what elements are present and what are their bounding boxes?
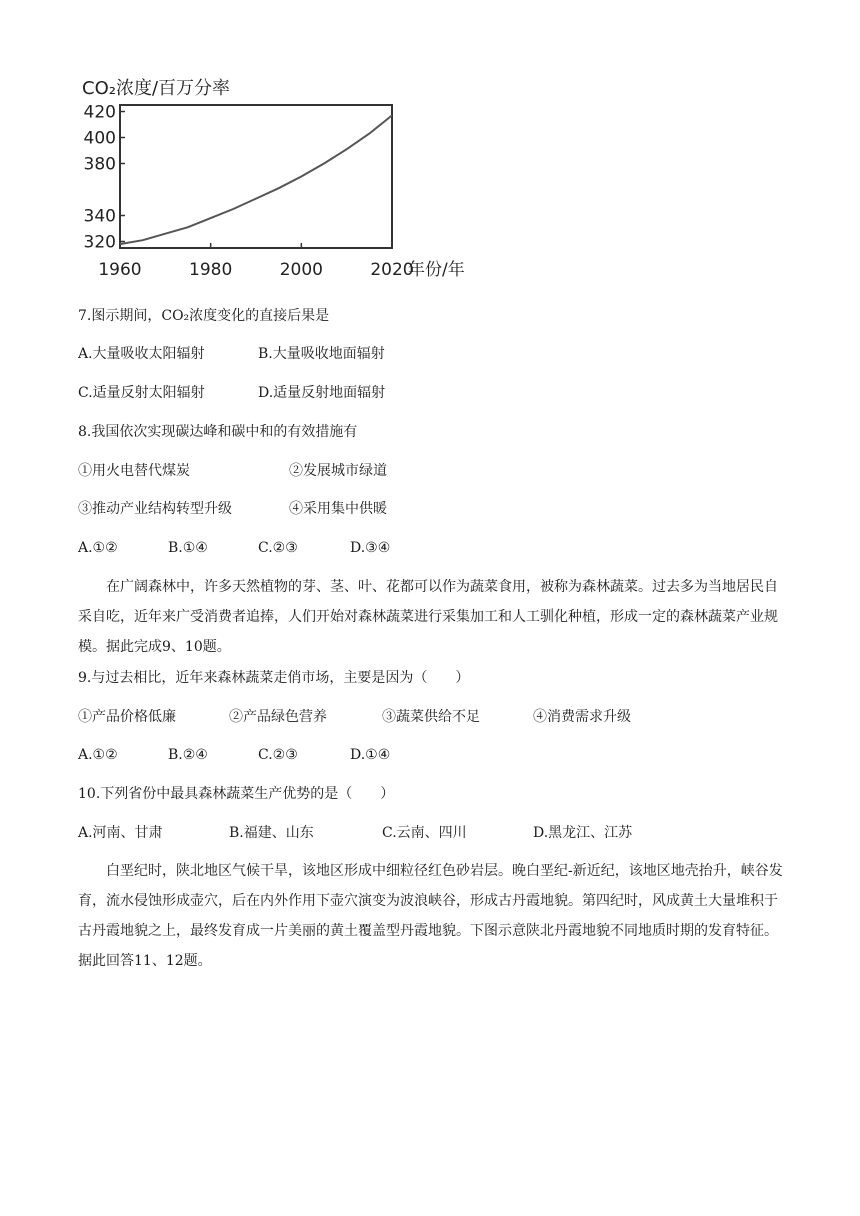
q9-option-c: C.②③: [258, 747, 298, 763]
x-axis-label: 年份/年: [408, 260, 465, 280]
q9-stem: 9.与过去相比，近年来森林蔬菜走俏市场，主要是因为（ ）: [78, 670, 470, 686]
q10-option-d: D.黑龙江、江苏: [533, 825, 633, 841]
q9-option-a: A.①②: [78, 747, 118, 763]
q10-option-c: C.云南、四川: [382, 825, 467, 841]
q7-option-d: D.适量反射地面辐射: [258, 385, 386, 401]
q10-stem: 10.下列省份中最具森林蔬菜生产优势的是（ ）: [78, 786, 395, 802]
co2-line-chart-svg: [78, 70, 498, 285]
q8-option-d: D.③④: [350, 540, 391, 556]
y-tick-label: 400: [83, 128, 116, 149]
q7-stem: 7.图示期间，CO₂浓度变化的直接后果是: [78, 308, 330, 324]
plot-frame: [120, 105, 392, 248]
q10-option-a: A.河南、甘肃: [78, 825, 163, 841]
q7-option-a: A.大量吸收太阳辐射: [78, 346, 205, 362]
x-tick-label: 1980: [189, 260, 233, 280]
x-tick-label: 2000: [279, 260, 323, 280]
q7-option-c: C.适量反射太阳辐射: [78, 385, 205, 401]
q8-option-c: C.②③: [258, 540, 298, 556]
q8-item-1: ①用火电替代煤炭: [78, 463, 190, 479]
q9-item-3: ③蔬菜供给不足: [382, 709, 480, 725]
q8-item-2: ②发展城市绿道: [289, 463, 387, 479]
passage-11-12: 白垩纪时，陕北地区气候干旱，该地区形成中细粒径红色砂岩层。晚白垩纪-新近纪，该地区地壳抬升，峡谷发育，流水侵蚀形成壶穴，后在内外作用下壶穴演变为波浪峡谷，形成古丹霞地貌。第四纪时，风成黄土大量堆积于古丹霞地貌之上，最终发育成一片美丽的黄土覆盖型丹霞地貌。下图示意陕北丹霞地貌不同地质时期的发育特征。据此回答11、12题。: [78, 863, 783, 969]
q8-option-a: A.①②: [78, 540, 118, 556]
co2-series-line: [120, 115, 392, 244]
q7-option-b: B.大量吸收地面辐射: [258, 346, 385, 362]
q8-stem: 8.我国依次实现碳达峰和碳中和的有效措施有: [78, 424, 358, 440]
q9-option-d: D.①④: [350, 747, 391, 763]
y-tick-label: 380: [83, 154, 116, 175]
q9-item-4: ④消费需求升级: [533, 709, 631, 725]
y-axis-ticks: [84, 103, 125, 253]
q9-item-1: ①产品价格低廉: [78, 709, 176, 725]
passage-9-10: 在广阔森林中，许多天然植物的芽、茎、叶、花都可以作为蔬菜食用，被称为森林蔬菜。过去多为当地居民自采自吃，近年来广受消费者追捧，人们开始对森林蔬菜进行采集加工和人工驯化种植，形成一定的森林蔬菜产业规模。据此完成9、10题。: [78, 579, 778, 655]
y-tick-label: 340: [83, 206, 116, 227]
q8-option-b: B.①④: [168, 540, 208, 556]
x-tick-label: 2020: [370, 260, 414, 280]
q10-option-b: B.福建、山东: [229, 825, 314, 841]
co2-chart: [78, 70, 498, 285]
q9-option-b: B.②④: [168, 747, 208, 763]
y-tick-label: 420: [83, 102, 116, 123]
q8-item-3: ③推动产业结构转型升级: [78, 501, 232, 517]
chart-title: CO₂浓度/百万分率: [82, 78, 231, 99]
y-tick-label: 320: [83, 232, 116, 253]
x-tick-label: 1960: [98, 260, 142, 280]
q8-item-4: ④采用集中供暖: [289, 501, 387, 517]
q9-item-2: ②产品绿色营养: [229, 709, 327, 725]
